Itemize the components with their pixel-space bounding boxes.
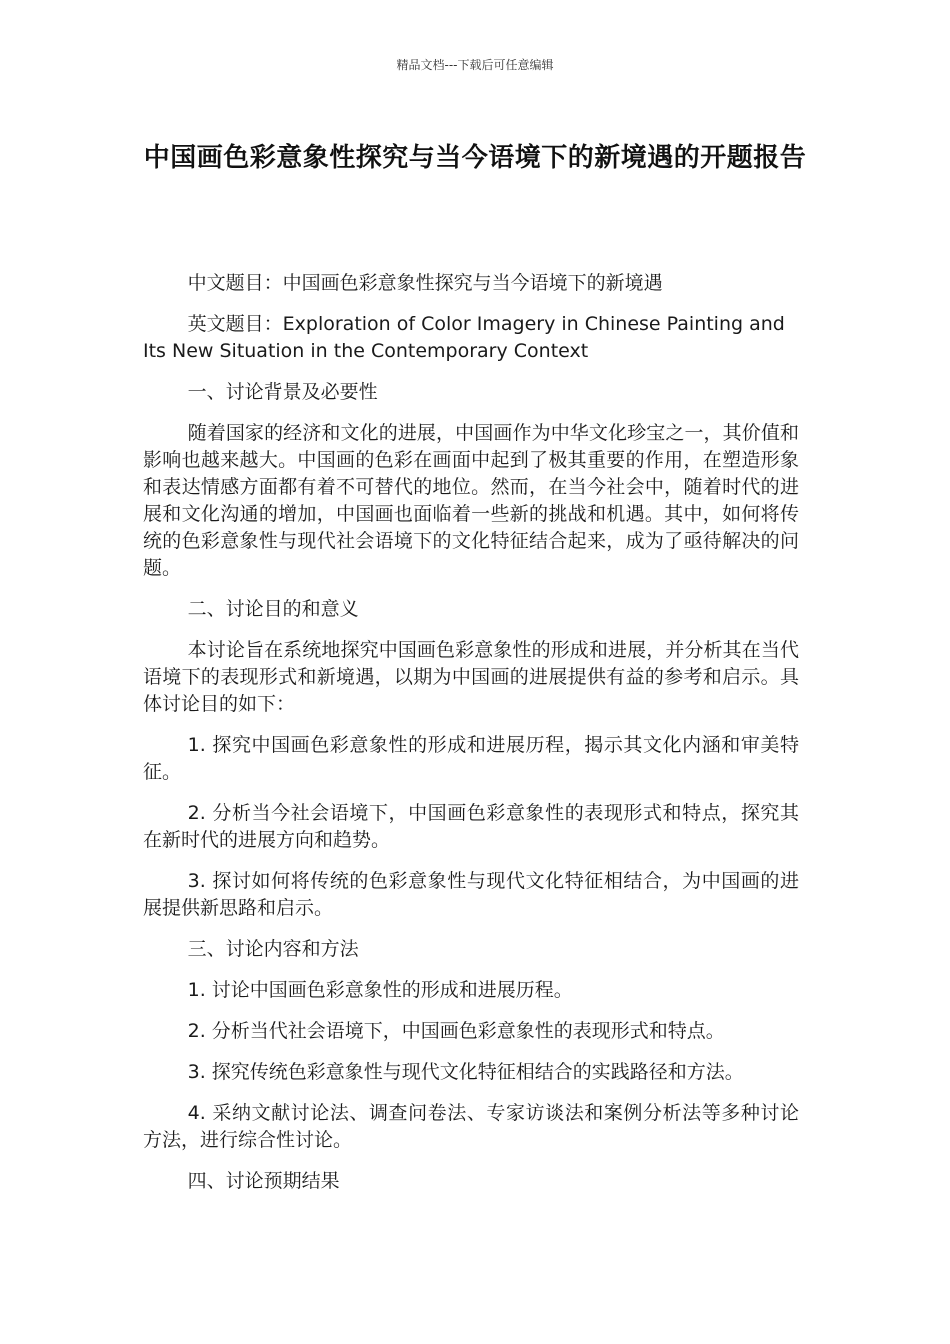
content-item: 2. 分析当代社会语境下，中国画色彩意象性的表现形式和特点。 (187, 1020, 725, 1042)
header-note: 精品文档---下载后可任意编辑 (396, 58, 554, 72)
section-heading-background: 一、讨论背景及必要性 (187, 381, 378, 403)
content-item: 4. 采纳文献讨论法、调查问卷法、专家访谈法和案例分析法等多种讨论方法，进行综合性讨论。 (143, 1102, 799, 1151)
purpose-item: 1. 探究中国画色彩意象性的形成和进展历程，揭示其文化内涵和审美特征。 (143, 734, 799, 783)
document-body (143, 270, 799, 1209)
section-heading-purpose: 二、讨论目的和意义 (187, 598, 359, 620)
chinese-title-line (143, 270, 799, 297)
content-item: 3. 探究传统色彩意象性与现代文化特征相结合的实践路径和方法。 (187, 1061, 744, 1083)
section-heading-content-method: 三、讨论内容和方法 (187, 938, 359, 960)
content-item: 1. 讨论中国画色彩意象性的形成和进展历程。 (187, 979, 573, 1001)
english-title-value: Exploration of Color Imagery in Chinese Painting and Its New Situation in the Contemporary Context (143, 313, 785, 362)
purpose-intro-paragraph: 本讨论旨在系统地探究中国画色彩意象性的形成和进展，并分析其在当代语境下的表现形式和新境遇，以期为中国画的进展提供有益的参考和启示。具体讨论目的如下： (143, 639, 799, 715)
chinese-title-label: 中文题目： (187, 272, 283, 294)
section-heading-expected-results: 四、讨论预期结果 (187, 1170, 340, 1192)
purpose-item: 2. 分析当今社会语境下，中国画色彩意象性的表现形式和特点，探究其在新时代的进展方向和趋势。 (143, 802, 799, 851)
chinese-title-value: 中国画色彩意象性探究与当今语境下的新境遇 (282, 272, 663, 294)
document-title: 中国画色彩意象性探究与当今语境下的新境遇的开题报告 (143, 143, 807, 173)
english-title-line (143, 311, 799, 365)
english-title-label: 英文题目： (187, 313, 283, 335)
purpose-item: 3. 探讨如何将传统的色彩意象性与现代文化特征相结合，为中国画的进展提供新思路和启示。 (143, 870, 799, 919)
background-paragraph: 随着国家的经济和文化的进展，中国画作为中华文化珍宝之一，其价值和影响也越来越大。中国画的色彩在画面中起到了极其重要的作用，在塑造形象和表达情感方面都有着不可替代的地位。然而，在当今社会中，随着时代的进展和文化沟通的增加，中国画也面临着一些新的挑战和机遇。其中，如何将传统的色彩意象性与现代社会语境下的文化特征结合起来，成为了亟待解决的问题。 (143, 422, 799, 579)
